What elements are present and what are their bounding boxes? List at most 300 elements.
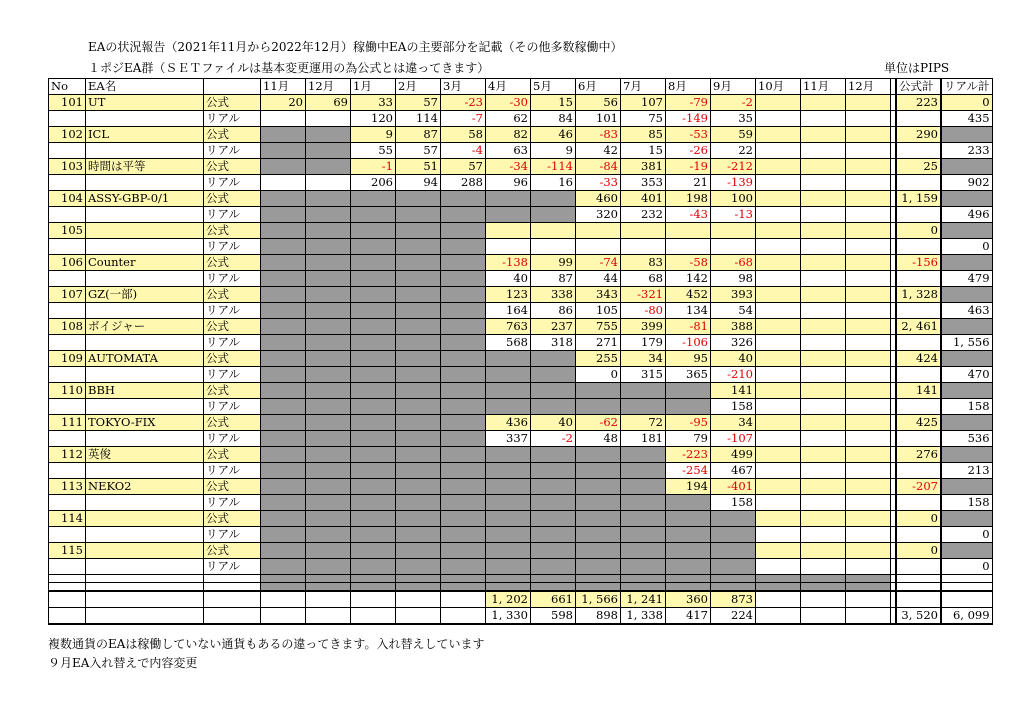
header-ea-name: EA名 <box>86 79 204 95</box>
official-month-value <box>846 479 891 495</box>
official-month-value: 83 <box>621 255 666 271</box>
type-label-official: 公式 <box>204 543 261 559</box>
official-month-value <box>441 191 486 207</box>
table-row-official <box>49 351 993 367</box>
separator-cell <box>941 583 992 591</box>
ea-number-blank <box>49 175 86 191</box>
table-row-real <box>49 399 993 415</box>
real-month-value <box>261 271 306 287</box>
total-real-month <box>351 607 396 624</box>
ea-name: TOKYO-FIX <box>86 415 204 431</box>
official-month-value: 85 <box>621 127 666 143</box>
official-month-value: 343 <box>576 287 621 303</box>
official-month-value <box>261 159 306 175</box>
real-month-value <box>666 239 711 255</box>
real-month-value <box>801 495 846 511</box>
ea-name: NEKO2 <box>86 479 204 495</box>
ea-name-blank <box>86 335 204 351</box>
real-month-value <box>261 303 306 319</box>
real-month-value: 158 <box>711 399 756 415</box>
ea-number: 107 <box>49 287 86 303</box>
official-total-real-row <box>896 559 941 575</box>
official-month-value <box>801 479 846 495</box>
real-total-official-row <box>941 287 992 303</box>
official-month-value <box>396 479 441 495</box>
official-month-value <box>531 447 576 463</box>
real-month-value <box>486 207 531 223</box>
official-month-value <box>846 415 891 431</box>
separator-cell <box>204 583 261 591</box>
real-month-value: 181 <box>621 431 666 447</box>
official-month-value <box>441 287 486 303</box>
official-month-value <box>801 95 846 111</box>
separator-cell <box>351 583 396 591</box>
real-month-value: -106 <box>666 335 711 351</box>
separator-cell <box>86 583 204 591</box>
official-month-value <box>396 255 441 271</box>
official-month-value <box>351 479 396 495</box>
official-total-value: 424 <box>896 351 941 367</box>
official-month-value <box>576 383 621 399</box>
official-month-value <box>396 223 441 239</box>
official-month-value: 95 <box>666 351 711 367</box>
type-label-real: リアル <box>204 367 261 383</box>
table-row-official <box>49 447 993 463</box>
total-official-month <box>306 591 351 608</box>
official-month-value <box>801 255 846 271</box>
real-month-value <box>486 239 531 255</box>
official-month-value <box>666 543 711 559</box>
real-month-value <box>846 239 891 255</box>
ea-number: 114 <box>49 511 86 527</box>
official-month-value <box>486 511 531 527</box>
official-month-value: 499 <box>711 447 756 463</box>
total-real-month: 224 <box>711 607 756 624</box>
official-month-value <box>846 287 891 303</box>
type-label-official: 公式 <box>204 319 261 335</box>
real-month-value: -43 <box>666 207 711 223</box>
real-month-value <box>306 303 351 319</box>
real-month-value: -254 <box>666 463 711 479</box>
real-month-value <box>396 367 441 383</box>
official-month-value <box>846 511 891 527</box>
real-month-value <box>621 527 666 543</box>
separator-cell <box>441 575 486 583</box>
official-month-value: 755 <box>576 319 621 335</box>
ea-name-blank <box>86 527 204 543</box>
official-month-value <box>846 383 891 399</box>
official-month-value: -23 <box>441 95 486 111</box>
table-row-real <box>49 143 993 159</box>
official-month-value <box>396 351 441 367</box>
real-month-value <box>576 495 621 511</box>
ea-name-blank <box>86 143 204 159</box>
real-month-value <box>486 367 531 383</box>
real-month-value: 353 <box>621 175 666 191</box>
ea-number: 108 <box>49 319 86 335</box>
real-month-value <box>396 399 441 415</box>
real-month-value: 232 <box>621 207 666 223</box>
total-official-month <box>396 591 441 608</box>
official-total-value: 2, 461 <box>896 319 941 335</box>
official-month-value: 100 <box>711 191 756 207</box>
official-month-value: 255 <box>576 351 621 367</box>
real-month-value: 318 <box>531 335 576 351</box>
official-month-value <box>801 287 846 303</box>
official-month-value: 82 <box>486 127 531 143</box>
real-month-value: -149 <box>666 111 711 127</box>
official-month-value: 56 <box>576 95 621 111</box>
table-row-real <box>49 175 993 191</box>
real-month-value <box>531 367 576 383</box>
separator-cell <box>204 575 261 583</box>
official-month-value: -30 <box>486 95 531 111</box>
official-month-value: 393 <box>711 287 756 303</box>
real-month-value <box>351 207 396 223</box>
separator-cell <box>306 575 351 583</box>
official-month-value: 141 <box>711 383 756 399</box>
header-type <box>204 79 261 95</box>
table-row-real <box>49 559 993 575</box>
real-month-value <box>306 559 351 575</box>
real-month-value <box>756 111 801 127</box>
official-month-value: -84 <box>576 159 621 175</box>
official-total-value: 1, 328 <box>896 287 941 303</box>
official-month-value <box>306 415 351 431</box>
total-real-month <box>756 607 801 624</box>
type-label-real: リアル <box>204 143 261 159</box>
real-month-value: -210 <box>711 367 756 383</box>
real-month-value <box>801 207 846 223</box>
ea-name <box>86 223 204 239</box>
ea-name-blank <box>86 559 204 575</box>
ea-name: UT <box>86 95 204 111</box>
official-month-value <box>801 383 846 399</box>
official-month-value <box>351 543 396 559</box>
real-month-value <box>756 239 801 255</box>
separator-cell <box>441 583 486 591</box>
real-month-value <box>351 303 396 319</box>
type-label-real: リアル <box>204 271 261 287</box>
total-real-month: 1, 330 <box>486 607 531 624</box>
real-total-official-row <box>941 415 992 431</box>
official-total-real-row <box>896 527 941 543</box>
official-total-real-row <box>896 239 941 255</box>
type-label-official: 公式 <box>204 159 261 175</box>
separator-cell <box>621 583 666 591</box>
ea-name: ボイジャー <box>86 319 204 335</box>
official-month-value <box>846 191 891 207</box>
type-label-official: 公式 <box>204 479 261 495</box>
official-month-value: 51 <box>396 159 441 175</box>
official-month-value <box>621 511 666 527</box>
ea-number: 110 <box>49 383 86 399</box>
real-month-value <box>306 175 351 191</box>
official-month-value <box>486 223 531 239</box>
official-month-value <box>531 383 576 399</box>
official-total-real-row <box>896 271 941 287</box>
official-month-value <box>306 255 351 271</box>
real-month-value <box>801 271 846 287</box>
ea-name-blank <box>86 303 204 319</box>
official-month-value: 237 <box>531 319 576 335</box>
real-month-value: 114 <box>396 111 441 127</box>
official-month-value: 59 <box>711 127 756 143</box>
separator-cell <box>86 575 204 583</box>
header-month: 5月 <box>531 79 576 95</box>
real-month-value: 86 <box>531 303 576 319</box>
real-month-value <box>801 111 846 127</box>
grand-total-real-sum: 6, 099 <box>941 607 992 624</box>
real-month-value: 120 <box>351 111 396 127</box>
real-month-value: 98 <box>711 271 756 287</box>
official-month-value <box>711 223 756 239</box>
real-month-value <box>306 495 351 511</box>
type-label-official: 公式 <box>204 383 261 399</box>
official-month-value: -1 <box>351 159 396 175</box>
real-month-value: 16 <box>531 175 576 191</box>
official-month-value <box>306 383 351 399</box>
real-total-value: 496 <box>941 207 992 223</box>
type-label-real: リアル <box>204 527 261 543</box>
official-month-value: -401 <box>711 479 756 495</box>
header-month: 10月 <box>756 79 801 95</box>
real-month-value: 467 <box>711 463 756 479</box>
real-month-value <box>531 559 576 575</box>
real-month-value <box>801 335 846 351</box>
ea-number-blank <box>49 559 86 575</box>
real-month-value <box>756 367 801 383</box>
real-month-value <box>846 431 891 447</box>
official-month-value <box>846 543 891 559</box>
official-month-value: 198 <box>666 191 711 207</box>
separator-cell <box>351 575 396 583</box>
official-month-value <box>756 319 801 335</box>
official-month-value: 15 <box>531 95 576 111</box>
real-total-value: 479 <box>941 271 992 287</box>
real-month-value <box>801 527 846 543</box>
official-month-value <box>441 351 486 367</box>
real-month-value: -26 <box>666 143 711 159</box>
type-label-real: リアル <box>204 111 261 127</box>
ea-name: GZ(一部) <box>86 287 204 303</box>
ea-number-blank <box>49 207 86 223</box>
real-month-value <box>261 207 306 223</box>
official-month-value <box>396 383 441 399</box>
real-month-value: 48 <box>576 431 621 447</box>
real-month-value <box>351 495 396 511</box>
official-total-real-row <box>896 303 941 319</box>
official-total-real-row <box>896 207 941 223</box>
official-total-real-row <box>896 111 941 127</box>
official-month-value <box>846 351 891 367</box>
real-month-value <box>576 463 621 479</box>
official-month-value <box>441 223 486 239</box>
ea-number: 104 <box>49 191 86 207</box>
real-month-value <box>756 463 801 479</box>
separator-cell <box>711 583 756 591</box>
separator-cell <box>846 583 891 591</box>
totals-label-cell <box>86 607 204 624</box>
official-month-value <box>531 223 576 239</box>
table-row-official <box>49 287 993 303</box>
real-month-value: 9 <box>531 143 576 159</box>
official-total-real-row <box>896 367 941 383</box>
ea-number-blank <box>49 399 86 415</box>
separator-cell <box>896 575 941 583</box>
type-label-real: リアル <box>204 303 261 319</box>
ea-name: Counter <box>86 255 204 271</box>
official-month-value <box>756 95 801 111</box>
header-month: 9月 <box>711 79 756 95</box>
table-row-official <box>49 543 993 559</box>
totals-label-cell <box>204 591 261 608</box>
real-month-value <box>441 207 486 223</box>
real-month-value <box>261 239 306 255</box>
ea-number: 111 <box>49 415 86 431</box>
official-month-value <box>621 383 666 399</box>
real-month-value: 158 <box>711 495 756 511</box>
real-month-value <box>261 367 306 383</box>
grand-total-official-real <box>941 591 992 608</box>
official-month-value: -62 <box>576 415 621 431</box>
ea-number: 105 <box>49 223 86 239</box>
official-month-value: -2 <box>711 95 756 111</box>
official-total-value: -156 <box>896 255 941 271</box>
ea-name-blank <box>86 495 204 511</box>
official-month-value: -74 <box>576 255 621 271</box>
official-total-real-row <box>896 431 941 447</box>
ea-number-blank <box>49 271 86 287</box>
official-month-value <box>756 223 801 239</box>
real-month-value <box>846 527 891 543</box>
real-month-value <box>396 303 441 319</box>
official-month-value <box>261 351 306 367</box>
official-month-value <box>621 447 666 463</box>
real-month-value: 15 <box>621 143 666 159</box>
real-month-value <box>441 367 486 383</box>
real-month-value <box>306 271 351 287</box>
grand-total-official <box>896 591 941 608</box>
real-month-value <box>756 335 801 351</box>
official-month-value: 87 <box>396 127 441 143</box>
official-month-value: 58 <box>441 127 486 143</box>
separator-cell <box>396 583 441 591</box>
official-month-value <box>441 447 486 463</box>
ea-number-blank <box>49 527 86 543</box>
real-month-value <box>801 399 846 415</box>
ea-number-blank <box>49 239 86 255</box>
totals-label-cell <box>49 607 86 624</box>
real-month-value <box>396 559 441 575</box>
ea-results-table <box>48 78 993 625</box>
official-month-value <box>261 479 306 495</box>
real-total-value: 213 <box>941 463 992 479</box>
real-month-value <box>306 431 351 447</box>
totals-label-cell <box>204 607 261 624</box>
real-month-value: 63 <box>486 143 531 159</box>
real-month-value: 288 <box>441 175 486 191</box>
official-month-value <box>261 223 306 239</box>
official-total-real-row <box>896 175 941 191</box>
official-month-value <box>306 191 351 207</box>
real-month-value <box>351 431 396 447</box>
table-row-real <box>49 239 993 255</box>
total-real-month: 598 <box>531 607 576 624</box>
official-month-value <box>441 319 486 335</box>
separator-cell <box>261 583 306 591</box>
real-month-value <box>666 527 711 543</box>
official-month-value <box>351 351 396 367</box>
real-month-value: 179 <box>621 335 666 351</box>
official-month-value <box>396 287 441 303</box>
ea-name: AUTOMATA <box>86 351 204 367</box>
official-month-value <box>351 191 396 207</box>
type-label-official: 公式 <box>204 223 261 239</box>
official-month-value <box>486 191 531 207</box>
real-total-official-row <box>941 479 992 495</box>
official-month-value: 194 <box>666 479 711 495</box>
real-month-value: 40 <box>486 271 531 287</box>
real-month-value: -7 <box>441 111 486 127</box>
table-row-official <box>49 255 993 271</box>
ea-number: 112 <box>49 447 86 463</box>
official-total-value: 141 <box>896 383 941 399</box>
type-label-real: リアル <box>204 239 261 255</box>
separator-cell <box>621 575 666 583</box>
header-month: 12月 <box>846 79 891 95</box>
real-month-value: 96 <box>486 175 531 191</box>
report-subtitle: １ポジEA群（ＳＥＴファイルは基本変更運用の為公式とは違ってきます） <box>88 61 490 75</box>
ea-name: BBH <box>86 383 204 399</box>
real-month-value: 21 <box>666 175 711 191</box>
separator-cell <box>801 575 846 583</box>
header-month: 3月 <box>441 79 486 95</box>
official-month-value <box>711 511 756 527</box>
separator-cell <box>486 575 531 583</box>
real-month-value <box>666 399 711 415</box>
table-row-real <box>49 207 993 223</box>
official-month-value <box>846 319 891 335</box>
real-month-value <box>756 143 801 159</box>
header-month: 4月 <box>486 79 531 95</box>
total-official-month <box>846 591 891 608</box>
official-month-value <box>846 127 891 143</box>
official-month-value <box>396 415 441 431</box>
real-month-value <box>486 495 531 511</box>
real-month-value <box>846 207 891 223</box>
real-month-value <box>306 111 351 127</box>
real-month-value: -2 <box>531 431 576 447</box>
real-month-value <box>306 239 351 255</box>
real-month-value: 320 <box>576 207 621 223</box>
official-month-value <box>486 351 531 367</box>
real-month-value <box>621 463 666 479</box>
real-month-value <box>261 175 306 191</box>
real-month-value: 337 <box>486 431 531 447</box>
official-month-value <box>486 383 531 399</box>
official-month-value: -114 <box>531 159 576 175</box>
table-row-official <box>49 191 993 207</box>
table-row-official <box>49 95 993 111</box>
real-total-value: 158 <box>941 495 992 511</box>
official-month-value: -81 <box>666 319 711 335</box>
real-month-value: 101 <box>576 111 621 127</box>
official-month-value <box>351 511 396 527</box>
official-month-value <box>261 447 306 463</box>
real-total-official-row <box>941 543 992 559</box>
official-month-value: 46 <box>531 127 576 143</box>
